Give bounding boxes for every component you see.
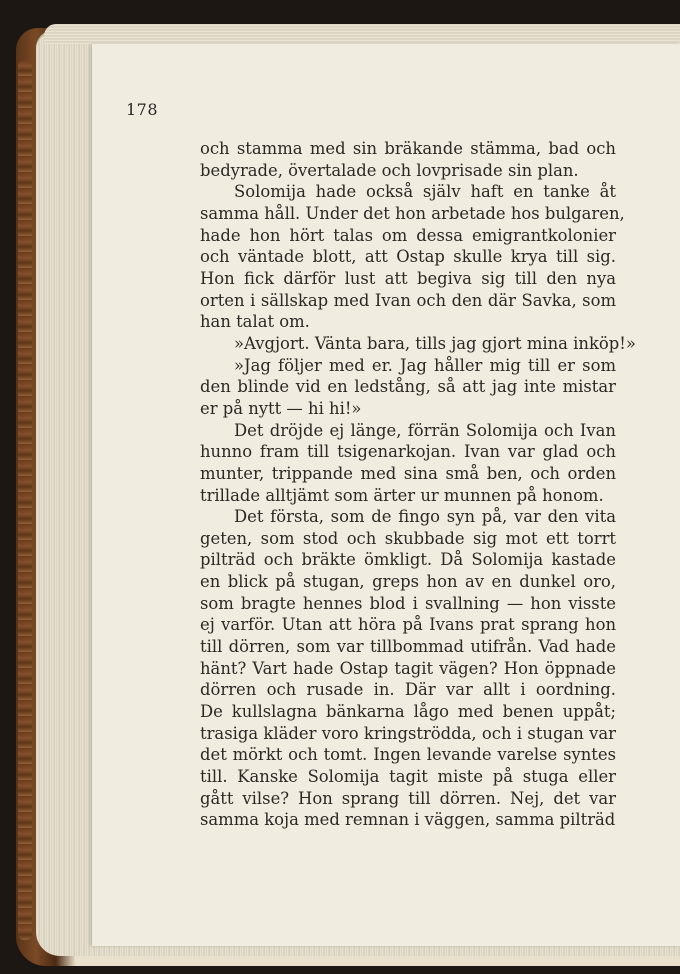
text-line: som bragte hennes blod i svallning — hon visste (200, 593, 616, 613)
text-line: trasiga kläder voro kringströdda, och i stugan var (200, 723, 616, 743)
text-line: geten, som stod och skubbade sig mot ett torrt (200, 528, 616, 548)
text-line: bedyrade, övertalade och lovprisade sin plan. (200, 160, 579, 180)
text-line: orten i sällskap med Ivan och den där Savka, som (200, 290, 616, 310)
text-line: munter, trippande med sina små ben, och orden (200, 463, 616, 483)
spine-texture (18, 60, 32, 940)
paragraph (200, 333, 636, 355)
text-line: till. Kanske Solomija tagit miste på stuga eller (200, 767, 616, 787)
text-line: Solomija hade också själv haft en tanke åt (234, 182, 616, 202)
text-line: Det första, som de fingo syn på, var den vita (234, 507, 616, 527)
top-page-edges (44, 24, 680, 44)
text-line: samma koja med remnan i väggen, samma pilträd (200, 810, 616, 830)
text-line: den blinde vid en ledstång, så att jag inte mistar (200, 377, 616, 397)
page-number: 178 (126, 100, 159, 119)
text-line: ej varför. Utan att höra på Ivans prat sprang hon (200, 615, 616, 635)
paragraph (200, 506, 616, 831)
text-line: hänt? Vart hade Ostap tagit vägen? Hon öppnade (200, 658, 616, 678)
text-line: hade hon hört talas om dessa emigrantkolonier (200, 225, 616, 245)
text-line: »Avgjort. Vänta bara, tills jag gjort mina inköp!» (234, 333, 636, 353)
body-text (200, 138, 636, 831)
text-line: dörren och rusade in. Där var allt i oordning. (200, 680, 616, 700)
text-line: De kullslagna bänkarna lågo med benen uppåt; (200, 702, 616, 722)
text-line: Det dröjde ej länge, förrän Solomija och Ivan (234, 420, 616, 440)
text-line: han talat om. (200, 312, 310, 332)
text-line: hunno fram till tsigenarkojan. Ivan var glad och (200, 442, 616, 462)
text-line: gått vilse? Hon sprang till dörren. Nej, det var (200, 788, 616, 808)
text-line: en blick på stugan, greps hon av en dunkel oro, (200, 572, 616, 592)
paragraph (200, 420, 616, 507)
paragraph (200, 138, 616, 181)
text-line: pilträd och bräkte ömkligt. Då Solomija kastade (200, 550, 616, 570)
text-line: trillade alltjämt som ärter ur munnen på honom. (200, 485, 604, 505)
text-line: »Jag följer med er. Jag håller mig till er som (234, 355, 616, 375)
text-line: och väntade blott, att Ostap skulle krya till sig. (200, 247, 616, 267)
text-line: det mörkt och tomt. Ingen levande varelse syntes (200, 745, 616, 765)
text-line: och stamma med sin bräkande stämma, bad och (200, 139, 616, 158)
text-line: samma håll. Under det hon arbetade hos bulgaren, (200, 203, 625, 223)
text-line: er på nytt — hi hi!» (200, 398, 362, 418)
text-line: till dörren, som var tillbommad utifrån. Vad hade (200, 637, 616, 657)
paragraph (200, 181, 625, 333)
paragraph (200, 355, 616, 420)
text-line: Hon fick därför lust att begiva sig till den nya (200, 268, 616, 288)
